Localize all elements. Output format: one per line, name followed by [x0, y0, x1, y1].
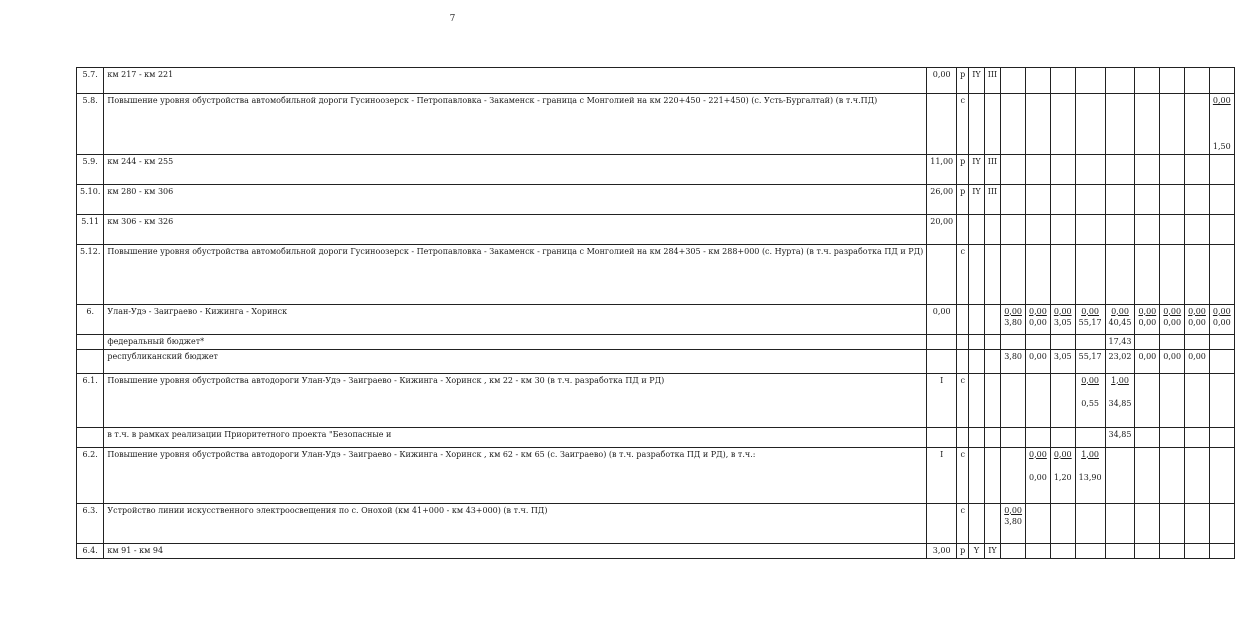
year-value-cell — [1026, 184, 1051, 214]
value-text: 0,00 — [1138, 351, 1157, 361]
year-value-cell — [1160, 503, 1185, 543]
row-work-type: с — [957, 244, 969, 304]
year-value-cell — [1105, 373, 1135, 427]
year-value-cell — [1001, 427, 1026, 447]
year-value-cell — [1001, 94, 1026, 155]
value-text: 0,55 — [1081, 398, 1099, 408]
row-length — [927, 349, 957, 373]
year-value-cell — [1075, 447, 1105, 503]
year-value-cell — [1209, 68, 1234, 94]
row-number: 5.9. — [77, 154, 104, 184]
table-row — [77, 244, 1235, 304]
year-value-cell — [1050, 334, 1075, 349]
value-text: 3,80 — [1004, 517, 1023, 526]
row-number: 5.11 — [77, 214, 104, 244]
row-length — [927, 244, 957, 304]
year-value-cell — [1001, 214, 1026, 244]
row-number — [77, 334, 104, 349]
year-value-cell — [1026, 427, 1051, 447]
year-value-cell — [1075, 214, 1105, 244]
year-value-cell — [1185, 244, 1210, 304]
row-description: км 217 - км 221 — [104, 68, 927, 94]
row-description: Улан-Удэ - Заиграево - Кижинга - Хоринск — [104, 304, 927, 334]
year-value-cell — [1050, 349, 1075, 373]
row-description: федеральный бюджет* — [104, 334, 927, 349]
row-category-to — [984, 427, 1000, 447]
row-category-to — [984, 373, 1000, 427]
row-description: Устройство линии искусственного электроосвещения по с. Онохой (км 41+000 - км 43+000) (в т.ч. ПД) — [104, 503, 927, 543]
value-text: 23,02 — [1108, 351, 1132, 361]
value-text: 0,00 — [1053, 306, 1072, 316]
year-value-cell — [1026, 503, 1051, 543]
year-value-cell — [1135, 68, 1160, 94]
value-text: 1,20 — [1053, 472, 1072, 482]
year-value-cell — [1075, 154, 1105, 184]
table-row — [77, 447, 1235, 503]
table-row — [77, 304, 1235, 334]
year-value-cell — [1209, 94, 1234, 155]
year-value-cell — [1026, 447, 1051, 503]
year-value-cell — [1160, 94, 1185, 155]
year-value-cell — [1185, 68, 1210, 94]
value-text: 0,00 — [1212, 96, 1231, 105]
year-value-cell — [1105, 68, 1135, 94]
year-value-cell — [1185, 503, 1210, 543]
value-text: 0,00 — [1111, 306, 1129, 316]
row-work-type: р — [957, 543, 969, 558]
value-text: 55,17 — [1078, 351, 1102, 361]
row-work-type: с — [957, 503, 969, 543]
year-value-cell — [1105, 184, 1135, 214]
row-description: км 280 - км 306 — [104, 184, 927, 214]
table-row — [77, 184, 1235, 214]
year-value-cell — [1026, 304, 1051, 334]
year-value-cell — [1135, 244, 1160, 304]
row-work-type: р — [957, 184, 969, 214]
row-category-from — [969, 503, 984, 543]
year-value-cell — [1209, 154, 1234, 184]
year-value-cell — [1135, 334, 1160, 349]
value-text: 3,80 — [1004, 351, 1023, 361]
value-text: 0,00 — [1163, 351, 1182, 361]
row-description: в т.ч. в рамках реализации Приоритетного проекта "Безопасные и — [104, 427, 927, 447]
year-value-cell — [1160, 447, 1185, 503]
year-value-cell — [1135, 349, 1160, 373]
year-value-cell — [1050, 184, 1075, 214]
year-value-cell — [1050, 304, 1075, 334]
year-value-cell — [1105, 244, 1135, 304]
year-value-cell — [1050, 427, 1075, 447]
year-value-cell — [1050, 244, 1075, 304]
row-work-type — [957, 334, 969, 349]
year-value-cell — [1001, 349, 1026, 373]
row-category-from — [969, 447, 984, 503]
year-value-cell — [1160, 334, 1185, 349]
year-value-cell — [1135, 154, 1160, 184]
row-work-type: с — [957, 373, 969, 427]
row-description: км 91 - км 94 — [104, 543, 927, 558]
value-text: 0,00 — [1029, 472, 1047, 482]
row-length: I — [927, 373, 957, 427]
year-value-cell — [1026, 373, 1051, 427]
row-category-from — [969, 214, 984, 244]
year-value-cell — [1026, 334, 1051, 349]
year-value-cell — [1160, 244, 1185, 304]
row-category-from — [969, 244, 984, 304]
year-value-cell — [1075, 349, 1105, 373]
value-text — [1109, 386, 1132, 398]
row-number: 6.1. — [77, 373, 104, 427]
value-text: 3,80 — [1004, 318, 1023, 327]
value-text: 0,00 — [1004, 306, 1023, 316]
table-row — [77, 503, 1235, 543]
row-number: 6.2. — [77, 447, 104, 503]
year-value-cell — [1160, 304, 1185, 334]
year-value-cell — [1075, 94, 1105, 155]
year-value-cell — [1075, 184, 1105, 214]
year-value-cell — [1105, 427, 1135, 447]
row-category-to — [984, 214, 1000, 244]
value-text: 13,90 — [1078, 472, 1102, 482]
year-value-cell — [1075, 503, 1105, 543]
year-value-cell — [1160, 154, 1185, 184]
row-category-from — [969, 334, 984, 349]
table-row — [77, 94, 1235, 155]
year-value-cell — [1185, 304, 1210, 334]
table-row — [77, 349, 1235, 373]
year-value-cell — [1105, 349, 1135, 373]
year-value-cell — [1185, 373, 1210, 427]
row-length — [927, 94, 957, 155]
year-value-cell — [1105, 94, 1135, 155]
row-category-from: Y — [969, 543, 984, 558]
value-text: 1,50 — [1212, 142, 1231, 151]
year-value-cell — [1001, 304, 1026, 334]
row-work-type — [957, 214, 969, 244]
year-value-cell — [1026, 214, 1051, 244]
year-value-cell — [1135, 214, 1160, 244]
value-text: 0,00 — [1212, 318, 1231, 327]
year-value-cell — [1026, 349, 1051, 373]
row-category-to — [984, 503, 1000, 543]
value-text — [1213, 107, 1231, 119]
row-number: 5.10. — [77, 184, 104, 214]
year-value-cell — [1050, 68, 1075, 94]
year-value-cell — [1185, 214, 1210, 244]
year-value-cell — [1105, 304, 1135, 334]
table-row — [77, 154, 1235, 184]
year-value-cell — [1075, 373, 1105, 427]
value-text: 0,00 — [1004, 505, 1023, 515]
value-text: 34,85 — [1108, 429, 1132, 439]
value-text: 0,00 — [1138, 318, 1157, 327]
row-length — [927, 503, 957, 543]
year-value-cell — [1075, 543, 1105, 558]
year-value-cell — [1209, 184, 1234, 214]
year-value-cell — [1001, 543, 1026, 558]
row-description: Повышение уровня обустройства автодороги Улан-Удэ - Заиграево - Кижинга - Хоринск , км 22 - км 30 (в т.ч. разработка ПД и РД) — [104, 373, 927, 427]
year-value-cell — [1135, 503, 1160, 543]
year-value-cell — [1050, 543, 1075, 558]
value-text: 0,00 — [1188, 351, 1206, 361]
row-category-from: IY — [969, 184, 984, 214]
year-value-cell — [1075, 334, 1105, 349]
year-value-cell — [1160, 349, 1185, 373]
row-category-from: IY — [969, 68, 984, 94]
row-description: км 306 - км 326 — [104, 214, 927, 244]
value-text: 0,00 — [1053, 449, 1072, 459]
row-work-type: с — [957, 94, 969, 155]
year-value-cell — [1050, 214, 1075, 244]
value-text: 40,45 — [1108, 318, 1132, 327]
row-category-to — [984, 94, 1000, 155]
year-value-cell — [1105, 543, 1135, 558]
row-category-from — [969, 304, 984, 334]
value-text: 0,00 — [1138, 306, 1157, 316]
table-row — [77, 543, 1235, 558]
row-length: 11,00 — [927, 154, 957, 184]
row-category-to: III — [984, 184, 1000, 214]
value-text: 0,00 — [1081, 375, 1099, 385]
year-value-cell — [1050, 373, 1075, 427]
year-value-cell — [1075, 68, 1105, 94]
year-value-cell — [1001, 373, 1026, 427]
row-description: км 244 - км 255 — [104, 154, 927, 184]
value-text — [1079, 460, 1102, 472]
year-value-cell — [1209, 214, 1234, 244]
row-category-to: III — [984, 154, 1000, 184]
row-category-to — [984, 334, 1000, 349]
row-length — [927, 334, 957, 349]
table-row — [77, 68, 1235, 94]
year-value-cell — [1001, 334, 1026, 349]
row-category-from — [969, 349, 984, 373]
page-number: 7 — [449, 14, 456, 24]
value-text — [1213, 130, 1231, 142]
year-value-cell — [1209, 427, 1234, 447]
year-value-cell — [1209, 503, 1234, 543]
year-value-cell — [1185, 543, 1210, 558]
value-text: 34,85 — [1108, 398, 1132, 408]
row-length: I — [927, 447, 957, 503]
year-value-cell — [1075, 244, 1105, 304]
year-value-cell — [1050, 503, 1075, 543]
row-category-to: III — [984, 68, 1000, 94]
year-value-cell — [1209, 304, 1234, 334]
value-text: 0,00 — [1029, 306, 1047, 316]
year-value-cell — [1160, 68, 1185, 94]
year-value-cell — [1001, 68, 1026, 94]
value-text: 0,00 — [1188, 318, 1206, 327]
row-work-type: р — [957, 68, 969, 94]
year-value-cell — [1160, 184, 1185, 214]
value-text: 55,17 — [1078, 318, 1102, 327]
row-category-to — [984, 304, 1000, 334]
value-text — [1054, 460, 1072, 472]
row-number: 6.4. — [77, 543, 104, 558]
year-value-cell — [1001, 184, 1026, 214]
year-value-cell — [1135, 94, 1160, 155]
year-value-cell — [1105, 214, 1135, 244]
road-works-table — [76, 67, 1235, 559]
value-text — [1213, 118, 1231, 130]
year-value-cell — [1160, 543, 1185, 558]
year-value-cell — [1209, 373, 1234, 427]
row-length — [927, 427, 957, 447]
year-value-cell — [1075, 427, 1105, 447]
row-category-to: IY — [984, 543, 1000, 558]
row-category-from — [969, 427, 984, 447]
row-number — [77, 427, 104, 447]
row-length: 0,00 — [927, 304, 957, 334]
year-value-cell — [1001, 244, 1026, 304]
row-number: 5.8. — [77, 94, 104, 155]
table-row — [77, 334, 1235, 349]
year-value-cell — [1209, 447, 1234, 503]
row-category-to — [984, 244, 1000, 304]
row-number: 5.12. — [77, 244, 104, 304]
row-number: 6. — [77, 304, 104, 334]
year-value-cell — [1075, 304, 1105, 334]
value-text: 0,00 — [1029, 351, 1047, 361]
row-description: Повышение уровня обустройства автодороги Улан-Удэ - Заиграево - Кижинга - Хоринск , км 62 - км 65 (с. Заиграево) (в т.ч. разработка ПД и РД), в т.ч.: — [104, 447, 927, 503]
value-text: 0,00 — [1163, 306, 1182, 316]
year-value-cell — [1160, 427, 1185, 447]
year-value-cell — [1185, 94, 1210, 155]
year-value-cell — [1185, 154, 1210, 184]
year-value-cell — [1026, 244, 1051, 304]
year-value-cell — [1185, 184, 1210, 214]
year-value-cell — [1105, 154, 1135, 184]
value-text: 0,00 — [1081, 306, 1099, 316]
year-value-cell — [1135, 373, 1160, 427]
value-text: 1,00 — [1081, 449, 1099, 459]
year-value-cell — [1209, 543, 1234, 558]
year-value-cell — [1050, 447, 1075, 503]
row-work-type — [957, 349, 969, 373]
year-value-cell — [1185, 447, 1210, 503]
row-length: 20,00 — [927, 214, 957, 244]
row-work-type: р — [957, 154, 969, 184]
year-value-cell — [1160, 373, 1185, 427]
year-value-cell — [1209, 244, 1234, 304]
row-description: республиканский бюджет — [104, 349, 927, 373]
year-value-cell — [1135, 543, 1160, 558]
row-number: 5.7. — [77, 68, 104, 94]
row-description: Повышение уровня обустройства автомобильной дороги Гусиноозерск - Петропавловка - Закаменск - граница с Монголией на км 220+450 - 221+450) (с. Усть-Бургалтай) (в т.ч.ПД) — [104, 94, 927, 155]
row-length: 26,00 — [927, 184, 957, 214]
table-row — [77, 214, 1235, 244]
year-value-cell — [1026, 68, 1051, 94]
value-text: 0,00 — [1212, 306, 1231, 316]
year-value-cell — [1160, 214, 1185, 244]
row-length: 3,00 — [927, 543, 957, 558]
row-work-type: с — [957, 447, 969, 503]
row-number: 6.3. — [77, 503, 104, 543]
row-category-to — [984, 447, 1000, 503]
row-category-to — [984, 349, 1000, 373]
year-value-cell — [1050, 154, 1075, 184]
row-category-from — [969, 94, 984, 155]
table-row — [77, 427, 1235, 447]
year-value-cell — [1026, 543, 1051, 558]
value-text: 1,00 — [1111, 375, 1129, 385]
year-value-cell — [1135, 304, 1160, 334]
row-category-from: IY — [969, 154, 984, 184]
year-value-cell — [1185, 349, 1210, 373]
value-text: 3,05 — [1053, 351, 1072, 361]
year-value-cell — [1185, 427, 1210, 447]
row-category-from — [969, 373, 984, 427]
row-description: Повышение уровня обустройства автомобильной дороги Гусиноозерск - Петропавловка - Закаменск - граница с Монголией на км 284+305 - км 288+000 (с. Нурта) (в т.ч. разработка ПД и РД) — [104, 244, 927, 304]
year-value-cell — [1185, 334, 1210, 349]
value-text — [1029, 460, 1047, 472]
value-text — [1079, 386, 1102, 398]
year-value-cell — [1026, 94, 1051, 155]
row-length: 0,00 — [927, 68, 957, 94]
row-work-type — [957, 304, 969, 334]
year-value-cell — [1105, 503, 1135, 543]
year-value-cell — [1135, 447, 1160, 503]
year-value-cell — [1001, 503, 1026, 543]
year-value-cell — [1105, 447, 1135, 503]
row-number — [77, 349, 104, 373]
year-value-cell — [1135, 184, 1160, 214]
year-value-cell — [1001, 447, 1026, 503]
year-value-cell — [1105, 334, 1135, 349]
row-work-type — [957, 427, 969, 447]
year-value-cell — [1026, 154, 1051, 184]
value-text: 3,05 — [1053, 318, 1072, 327]
year-value-cell — [1050, 94, 1075, 155]
year-value-cell — [1135, 427, 1160, 447]
year-value-cell — [1209, 334, 1234, 349]
table-row — [77, 373, 1235, 427]
year-value-cell — [1001, 154, 1026, 184]
year-value-cell — [1209, 349, 1234, 373]
value-text: 0,00 — [1029, 318, 1047, 327]
value-text: 0,00 — [1029, 449, 1047, 459]
value-text: 0,00 — [1188, 306, 1206, 316]
value-text: 17,43 — [1108, 336, 1132, 346]
value-text: 0,00 — [1163, 318, 1182, 327]
